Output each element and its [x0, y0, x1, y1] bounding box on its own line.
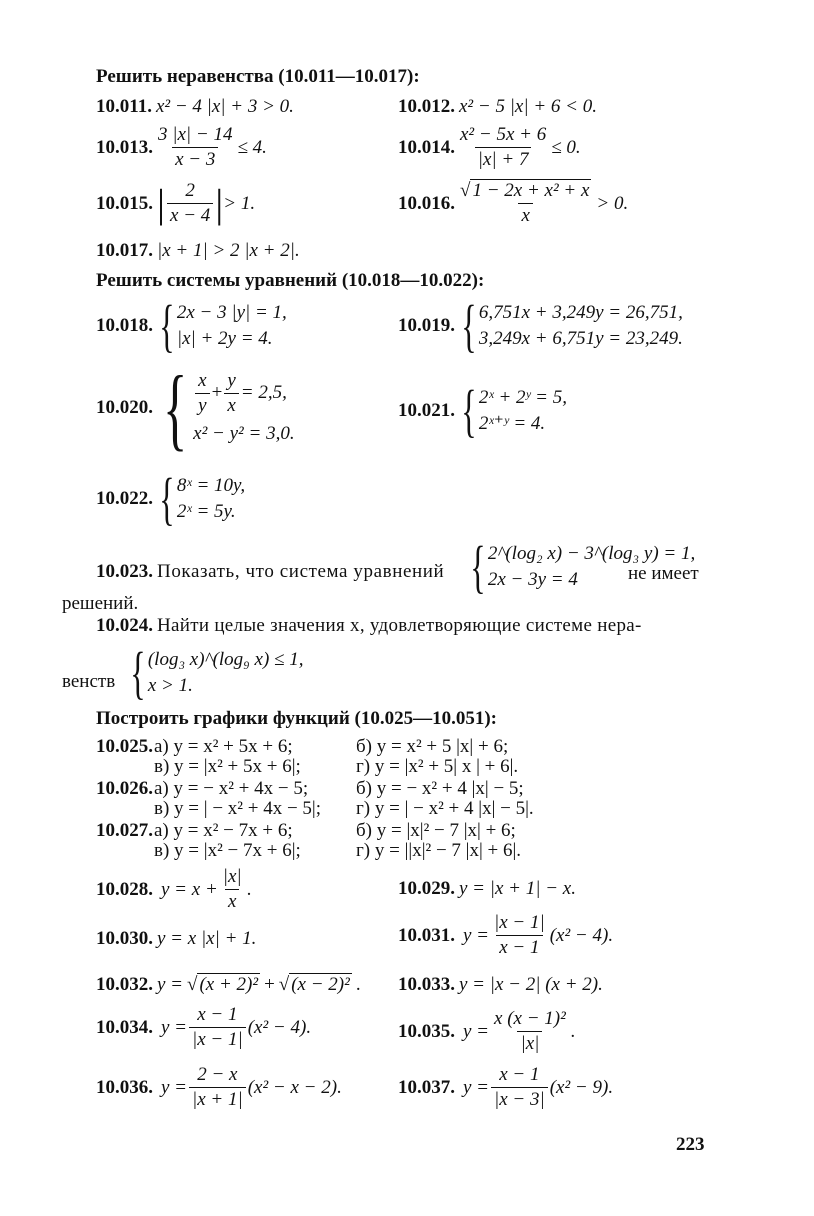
exercise-formula: в) y = |x² + 5x + 6|;: [154, 756, 301, 777]
exercise-10-023: [96, 560, 444, 584]
exercise-formula: > 1.: [223, 192, 256, 214]
exercise-number: 10.011.: [96, 96, 152, 117]
section-heading-graphs: Построить графики функций (10.025—10.051):: [96, 708, 497, 729]
equation: 2x − 3y = 4: [487, 569, 578, 590]
exercise-10-024: [96, 614, 642, 638]
exercise-number: 10.033.: [398, 974, 455, 995]
equation: 2^(log₂ x) − 3^(log₃ y) = 1,: [487, 543, 696, 564]
exercise-number: 10.035.: [398, 1020, 455, 1042]
exercise-number: 10.030.: [96, 928, 153, 949]
exercise-number: 10.034.: [96, 1016, 153, 1038]
section-heading-systems: Решить системы уравнений (10.018—10.022):: [96, 270, 485, 291]
exercise-number: 10.017.: [96, 240, 153, 261]
exercise-10-036: 10.036. y = $\frac{2 - x}{|x + 1|}$ (x² − x − 2).: [96, 1064, 342, 1110]
exercise-10-011: [96, 96, 294, 118]
exercise-text: Показать, что система уравнений: [157, 561, 445, 582]
equation: 2ˣ + 2ʸ = 5,: [478, 387, 567, 408]
exercise-formula: а) y = − x² + 4x − 5;: [154, 778, 309, 799]
exercise-formula: б) y = |x|² − 7 |x| + 6;: [356, 820, 516, 841]
system-brace: {: [470, 534, 486, 599]
exercise-formula: y = |x − 2| (x + 2).: [459, 974, 603, 995]
equation: 2ˣ⁺ʸ = 4.: [478, 413, 546, 434]
exercise-formula: в) y = | − x² + 4x − 5|;: [154, 798, 321, 819]
numerator: x² − 5x + 6: [460, 124, 547, 145]
exercise-10-018: [96, 293, 287, 358]
equation: x² − y² = 3,0.: [193, 423, 295, 444]
equation: (log₃ x)^(log₉ x) ≤ 1,: [147, 649, 304, 670]
denominator: x: [518, 203, 532, 227]
system-brace: {: [461, 293, 477, 358]
exercise-10-020: 10.020. { x y + $\frac{y}{x}$ = 2,5, x² − y² = 3,0.: [96, 357, 295, 459]
exercise-10-032: 10.032. y = √ (x + 2)² + √ (x − 2)² .: [96, 974, 361, 995]
exercise-10-030: [96, 928, 256, 950]
exercise-10-014: [398, 124, 581, 171]
exercise-number: 10.020.: [96, 397, 153, 418]
system-brace: {: [159, 466, 175, 531]
exercise-formula: б) y = − x² + 4 |x| − 5;: [356, 778, 524, 799]
exercise-formula: а) y = x² + 5x + 6;: [154, 736, 293, 757]
exercise-number: 10.019.: [398, 315, 455, 336]
exercise-10-019: [398, 293, 683, 358]
exercise-formula: б) y = x² + 5 |x| + 6;: [356, 736, 509, 757]
denominator: x − 4: [167, 203, 213, 227]
exercise-number: 10.026.: [96, 778, 153, 799]
exercise-formula: г) y = | − x² + 4 |x| − 5|.: [356, 798, 534, 819]
exercise-formula: y = x +: [161, 878, 218, 900]
system-brace: {: [162, 357, 188, 459]
exercise-10-034: 10.034. y = $\frac{x - 1}{|x - 1|}$ (x² − 4).: [96, 1004, 312, 1050]
exercise-number: 10.029.: [398, 878, 455, 899]
exercise-formula: x² − 4 |x| + 3 > 0.: [155, 96, 294, 117]
exercise-formula: y = x |x| + 1.: [157, 928, 257, 949]
exercise-number: 10.028.: [96, 878, 153, 900]
equation: 6,751x + 3,249y = 26,751,: [478, 302, 683, 323]
exercise-number: 10.036.: [96, 1076, 153, 1098]
exercise-10-013: [96, 124, 267, 171]
exercise-10-015: 10.015. | $\frac{2}{x - 4}$ | > 1.: [96, 180, 256, 226]
section-heading-inequalities: Решить неравенства (10.011—10.017):: [96, 66, 420, 87]
equation: 2ˣ = 5y.: [176, 501, 236, 522]
system-brace: {: [130, 640, 146, 705]
exercise-number: 10.013.: [96, 136, 153, 158]
exercise-formula: г) y = ||x|² − 7 |x| + 6|.: [356, 840, 522, 861]
equation: x > 1.: [147, 675, 193, 696]
exercise-formula: а) y = x² − 7x + 6;: [154, 820, 293, 841]
equation: |x| + 2y = 4.: [176, 328, 273, 349]
exercise-formula: x² − 5 |x| + 6 < 0.: [459, 96, 597, 117]
exercise-number: 10.014.: [398, 136, 455, 158]
exercise-formula: в) y = |x² − 7x + 6|;: [154, 840, 301, 861]
page-number: 223: [676, 1134, 705, 1155]
exercise-number: 10.037.: [398, 1076, 455, 1098]
denominator: |x| + 7: [475, 147, 532, 171]
exercise-number: 10.018.: [96, 315, 153, 336]
exercise-formula: |x + 1| > 2 |x + 2|.: [157, 240, 300, 261]
exercise-number: 10.023.: [96, 561, 153, 582]
exercise-text: венств: [62, 671, 116, 692]
exercise-10-012: [398, 96, 597, 118]
exercise-formula: > 0.: [596, 192, 629, 214]
exercise-text: решений.: [62, 593, 139, 614]
equation: = 2,5,: [240, 382, 287, 403]
exercise-10-017: [96, 240, 300, 262]
exercise-formula: ≤ 4.: [237, 136, 267, 158]
exercise-text: Найти целые значения x, удовлетворяющие системе нера-: [157, 615, 642, 636]
exercise-number: 10.031.: [398, 924, 455, 946]
numerator: 3 |x| − 14: [158, 124, 233, 145]
exercise-number: 10.016.: [398, 192, 455, 214]
exercise-10-022: [96, 466, 246, 531]
exercise-number: 10.024.: [96, 615, 153, 636]
exercise-10-037: 10.037. y = $\frac{x - 1}{|x - 3|}$ (x² − 9).: [398, 1064, 614, 1110]
exercise-10-016: 10.016. √ 1 − 2x + x² + x x > 0.: [398, 180, 629, 226]
exercise-10-035: 10.035. y = $\frac{\text{x (x − 1)²}}{|x|}$ .: [398, 1008, 576, 1054]
exercise-formula: г) y = |x² + 5| x | + 6|.: [356, 756, 519, 777]
system-brace: {: [159, 293, 175, 358]
exercise-number: 10.022.: [96, 488, 153, 509]
exercise-10-033: [398, 974, 603, 996]
exercise-text: не имеет: [628, 563, 699, 584]
exercise-10-029: [398, 878, 576, 900]
exercise-10-031: 10.031. y = $\frac{|x - 1|}{x - 1}$ (x² − 4).: [398, 912, 614, 958]
exercise-10-024-system: [124, 640, 304, 705]
exercise-10-028: 10.028. y = x + $\frac{|x|}{x}$ .: [96, 866, 252, 912]
exercise-number: 10.032.: [96, 974, 153, 995]
numerator: 1 − 2x + x² + x: [472, 180, 590, 201]
exercise-formula: ≤ 0.: [551, 136, 581, 158]
numerator: 2: [185, 180, 195, 201]
exercise-number: 10.021.: [398, 400, 455, 421]
exercise-10-021: [398, 378, 567, 443]
exercise-number: 10.012.: [398, 96, 455, 117]
exercise-formula: y = |x + 1| − x.: [459, 878, 576, 899]
system-brace: {: [461, 378, 477, 443]
equation: 2x − 3 |y| = 1,: [176, 302, 287, 323]
denominator: x − 3: [172, 147, 218, 171]
exercise-number: 10.015.: [96, 192, 153, 214]
equation: 3,249x + 6,751y = 23,249.: [478, 328, 683, 349]
exercise-number: 10.025.: [96, 736, 153, 757]
equation: 8ˣ = 10y,: [176, 475, 246, 496]
exercise-number: 10.027.: [96, 820, 153, 841]
